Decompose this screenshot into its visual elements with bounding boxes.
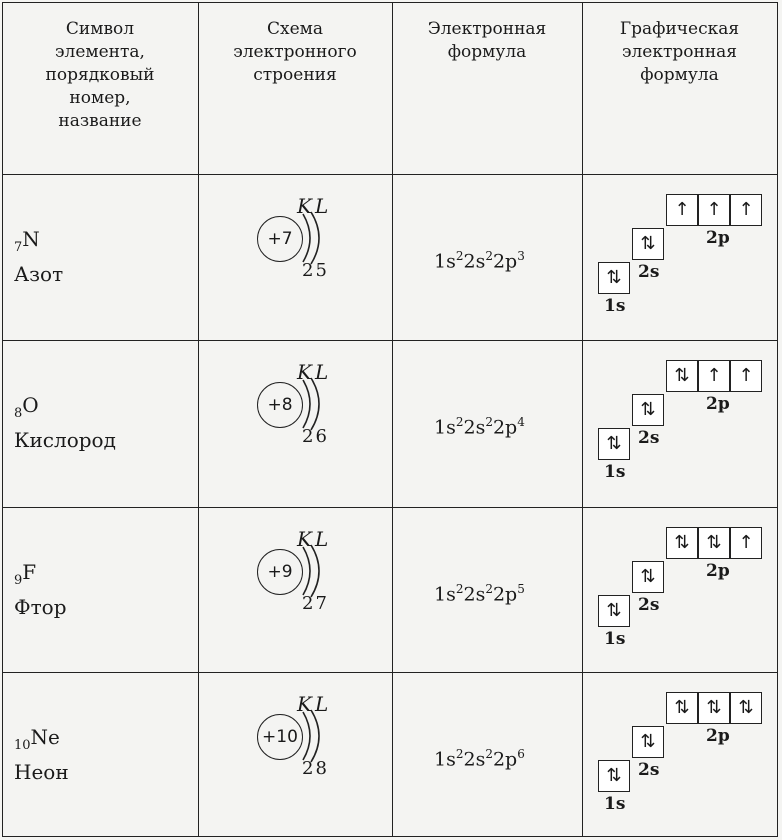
label-2p: 2p: [706, 561, 730, 581]
orbital-2p-3: ⇅: [730, 692, 762, 724]
orbital-1s: ⇅: [598, 595, 630, 627]
atomic-number: 10: [14, 738, 31, 753]
label-2p: 2p: [706, 394, 730, 414]
nucleus: +8: [257, 382, 303, 428]
orbital-diagram: [598, 360, 768, 485]
element-symbol: Ne: [30, 725, 60, 749]
atomic-number: 9: [14, 573, 23, 588]
orbital-diagram: [598, 692, 768, 817]
element-symbol: N: [22, 227, 40, 251]
element-cell: [14, 724, 69, 786]
orbital-1s: ⇅: [598, 428, 630, 460]
orbital-2p-2: ↑: [698, 194, 730, 226]
shell-labels: KL: [297, 692, 332, 716]
orbital-2p-2: ⇅: [698, 527, 730, 559]
label-2s: 2s: [638, 262, 660, 282]
shell-arcs: [297, 208, 337, 268]
orbital-2p-1: ⇅: [666, 692, 698, 724]
electron-count: 25: [302, 260, 329, 281]
orbital-2p-2: ↑: [698, 360, 730, 392]
orbital-2p-1: ⇅: [666, 527, 698, 559]
label-2s: 2s: [638, 595, 660, 615]
atomic-number: 8: [14, 406, 23, 421]
label-1s: 1s: [604, 296, 626, 316]
nucleus: +7: [257, 216, 303, 262]
electron-formula: $1s^22s^22p^4$: [434, 415, 525, 439]
atom-scheme: [257, 527, 387, 637]
element-name: Кислород: [14, 428, 116, 452]
orbital-1s: ⇅: [598, 262, 630, 294]
electron-formula: $1s^22s^22p^6$: [434, 747, 525, 771]
shell-arcs: [297, 374, 337, 434]
electron-count: 28: [302, 758, 329, 779]
label-2p: 2p: [706, 726, 730, 746]
electron-formula: $1s^22s^22p^5$: [434, 582, 525, 606]
electron-table: [2, 2, 778, 837]
atom-scheme: [257, 194, 387, 304]
atom-scheme: [257, 360, 387, 470]
shell-labels: KL: [297, 360, 332, 384]
orbital-diagram: [598, 527, 768, 652]
element-symbol: O: [22, 393, 39, 417]
label-1s: 1s: [604, 794, 626, 814]
label-2p: 2p: [706, 228, 730, 248]
label-2s: 2s: [638, 428, 660, 448]
nucleus: +9: [257, 549, 303, 595]
orbital-2s: ⇅: [632, 561, 664, 593]
label-1s: 1s: [604, 462, 626, 482]
header-scheme: Схема электронного строения: [233, 19, 357, 85]
element-name: Фтор: [14, 595, 67, 619]
electron-count: 27: [302, 593, 329, 614]
header-graphic-formula: Графическая электронная формула: [619, 19, 740, 85]
shell-arcs: [297, 706, 337, 766]
orbital-2s: ⇅: [632, 726, 664, 758]
shell-arcs: [297, 541, 337, 601]
header-element: Символ элемента, порядковый номер, название: [45, 19, 155, 131]
element-cell: [14, 392, 116, 454]
element-cell: [14, 226, 63, 288]
orbital-2p-3: ↑: [730, 194, 762, 226]
orbital-2p-2: ⇅: [698, 692, 730, 724]
electron-count: 26: [302, 426, 329, 447]
shell-labels: KL: [297, 527, 332, 551]
element-name: Азот: [14, 262, 64, 286]
orbital-2p-1: ⇅: [666, 360, 698, 392]
orbital-2p-3: ↑: [730, 360, 762, 392]
orbital-2p-1: ↑: [666, 194, 698, 226]
orbital-2s: ⇅: [632, 394, 664, 426]
nucleus: +10: [257, 714, 303, 760]
orbital-2s: ⇅: [632, 228, 664, 260]
element-cell: [14, 559, 67, 621]
label-2s: 2s: [638, 760, 660, 780]
element-name: Неон: [14, 760, 69, 784]
shell-labels: KL: [297, 194, 332, 218]
label-1s: 1s: [604, 629, 626, 649]
header-formula: Электронная формула: [427, 19, 547, 62]
electron-formula: $1s^22s^22p^3$: [434, 249, 525, 273]
atomic-number: 7: [14, 240, 23, 255]
atom-scheme: [257, 692, 387, 802]
orbital-1s: ⇅: [598, 760, 630, 792]
orbital-2p-3: ↑: [730, 527, 762, 559]
element-symbol: F: [22, 560, 37, 584]
orbital-diagram: [598, 194, 768, 319]
